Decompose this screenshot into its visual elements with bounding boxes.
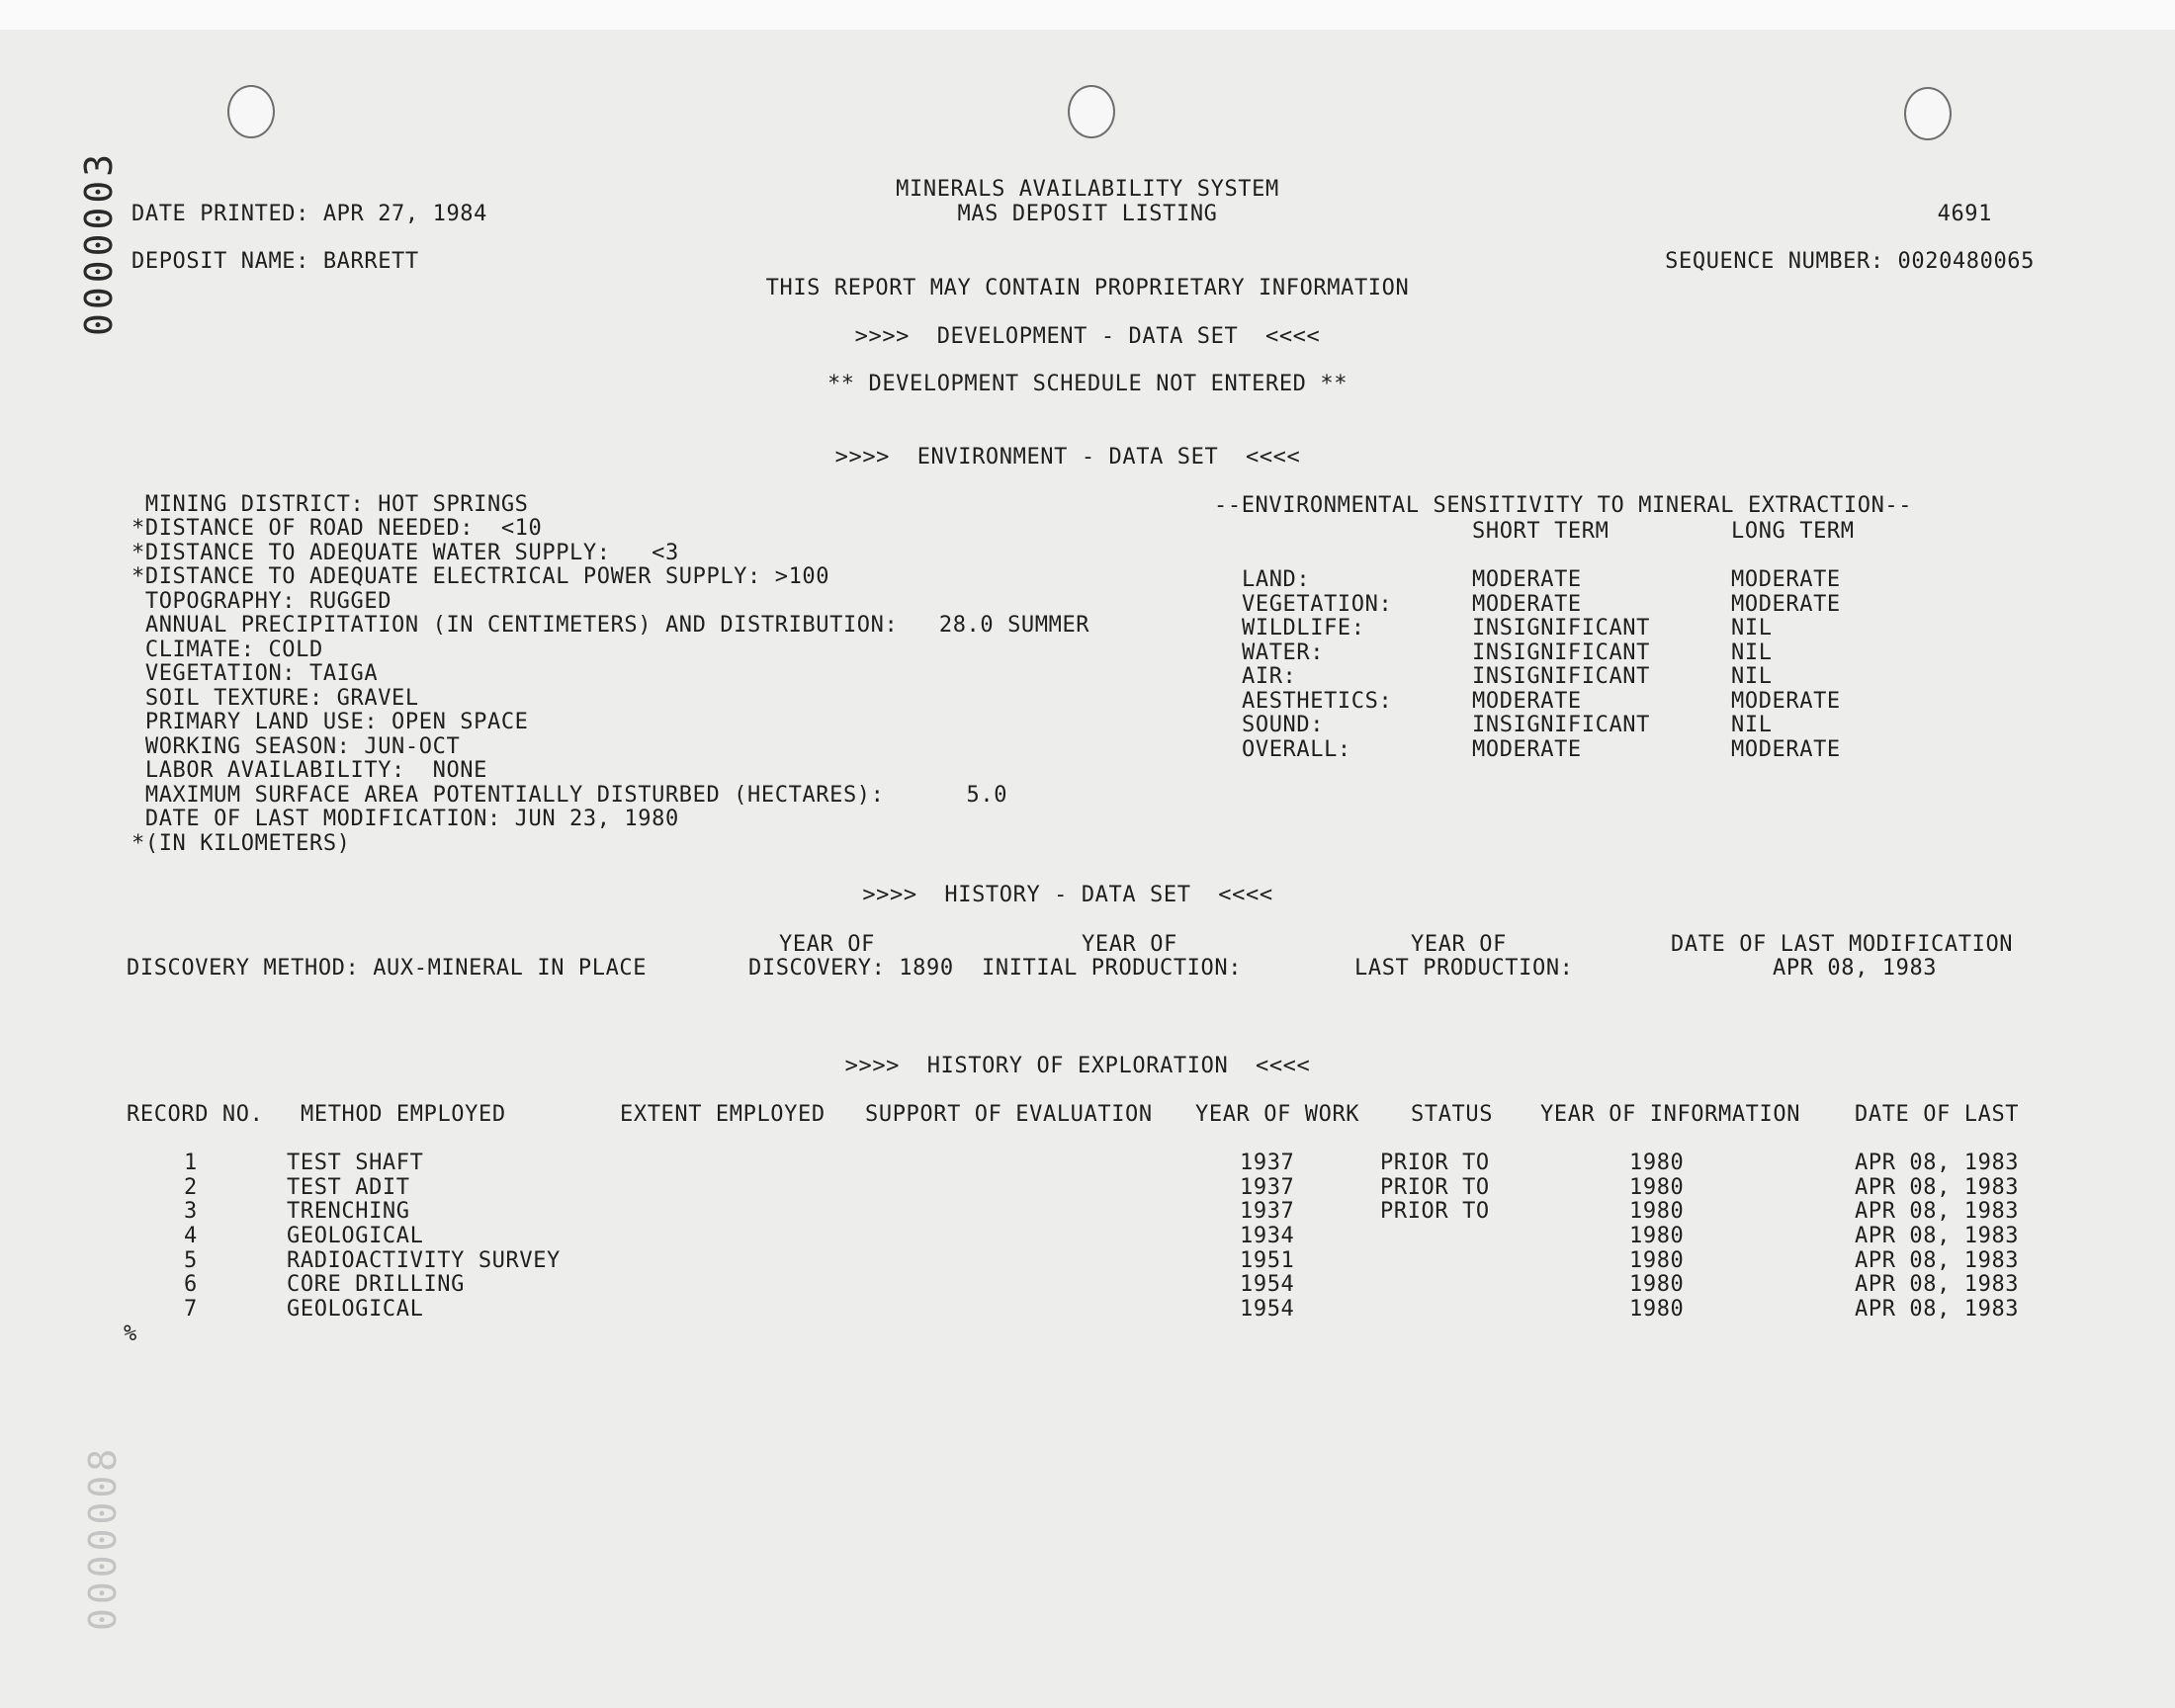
method-employed: RADIOACTIVITY SURVEY [287, 1248, 561, 1273]
year-of-work: 1934 [1240, 1224, 1295, 1248]
column-header: METHOD EMPLOYED [301, 1102, 506, 1127]
sensitivity-long: NIL [1731, 616, 1773, 640]
date-of-last: APR 08, 1983 [1855, 1224, 2020, 1248]
env-line: *DISTANCE TO ADEQUATE WATER SUPPLY: <3 [131, 541, 679, 565]
sensitivity-label: OVERALL: [1242, 737, 1351, 762]
record-no: 3 [184, 1199, 198, 1224]
env-line: VEGETATION: TAIGA [131, 661, 379, 686]
date-of-last: APR 08, 1983 [1855, 1272, 2020, 1297]
year-of-information: 1980 [1629, 1199, 1685, 1224]
long-term-header: LONG TERM [1731, 519, 1855, 544]
year-of-work: 1937 [1240, 1151, 1295, 1175]
sensitivity-label: WATER: [1242, 640, 1325, 665]
table-row [0, 1152, 2175, 1175]
punch-hole-left [227, 85, 275, 138]
env-line: *(IN KILOMETERS) [131, 831, 351, 856]
sensitivity-long: MODERATE [1731, 689, 1841, 714]
date-last-mod: APR 08, 1983 [1773, 956, 1938, 981]
status: PRIOR TO [1380, 1199, 1490, 1224]
record-no: 7 [184, 1297, 198, 1322]
year-of-information: 1980 [1629, 1224, 1685, 1248]
date-of-last: APR 08, 1983 [1855, 1175, 2020, 1200]
deposit-name: DEPOSIT NAME: BARRETT [131, 249, 419, 274]
record-no: 4 [184, 1224, 198, 1248]
column-header: YEAR OF WORK [1195, 1102, 1360, 1127]
listing-title: MAS DEPOSIT LISTING [957, 202, 1218, 226]
method-employed: TEST ADIT [287, 1175, 410, 1200]
table-row [0, 1273, 2175, 1297]
year-of-work: 1954 [1240, 1297, 1295, 1322]
year-of-label: YEAR OF [779, 932, 875, 957]
date-of-last: APR 08, 1983 [1855, 1151, 2020, 1175]
env-line: DATE OF LAST MODIFICATION: JUN 23, 1980 [131, 807, 679, 831]
year-of-work: 1951 [1240, 1248, 1295, 1273]
page-number: 4691 [1937, 202, 1992, 226]
sensitivity-short: MODERATE [1472, 737, 1582, 762]
sensitivity-long: NIL [1731, 640, 1773, 665]
sensitivity-short: INSIGNIFICANT [1472, 616, 1650, 640]
sensitivity-long: NIL [1731, 664, 1773, 689]
column-header: RECORD NO. [127, 1102, 264, 1127]
column-header: STATUS [1411, 1102, 1494, 1127]
sensitivity-label: AIR: [1242, 664, 1297, 689]
method-employed: TEST SHAFT [287, 1151, 424, 1175]
status: PRIOR TO [1380, 1151, 1490, 1175]
column-header: YEAR OF INFORMATION [1540, 1102, 1801, 1127]
date-of-last: APR 08, 1983 [1855, 1297, 2020, 1322]
date-of-last: APR 08, 1983 [1855, 1248, 2020, 1273]
sensitivity-long: NIL [1731, 713, 1773, 737]
stamp-number-faint: 0000008 [81, 1444, 125, 1631]
year-of-discovery: DISCOVERY: 1890 [748, 956, 954, 981]
env-line: WORKING SEASON: JUN-OCT [131, 734, 461, 759]
sensitivity-long: MODERATE [1731, 592, 1841, 617]
env-line: TOPOGRAPHY: RUGGED [131, 589, 392, 614]
record-no: 5 [184, 1248, 198, 1273]
table-row [0, 1176, 2175, 1200]
year-of-information: 1980 [1629, 1297, 1685, 1322]
table-row [0, 1225, 2175, 1248]
env-line: *DISTANCE TO ADEQUATE ELECTRICAL POWER SUPPLY: >100 [131, 564, 830, 589]
env-line: PRIMARY LAND USE: OPEN SPACE [131, 710, 529, 734]
sensitivity-short: INSIGNIFICANT [1472, 640, 1650, 665]
sensitivity-short: INSIGNIFICANT [1472, 664, 1650, 689]
env-line: SOIL TEXTURE: GRAVEL [131, 686, 419, 711]
table-row [0, 1298, 2175, 1322]
sensitivity-long: MODERATE [1731, 567, 1841, 592]
year-of-work: 1937 [1240, 1175, 1295, 1200]
end-mark: % [124, 1322, 137, 1346]
method-employed: CORE DRILLING [287, 1272, 465, 1297]
sensitivity-label: LAND: [1242, 567, 1311, 592]
date-of-last: APR 08, 1983 [1855, 1199, 2020, 1224]
initial-production: INITIAL PRODUCTION: [982, 956, 1243, 981]
column-header: SUPPORT OF EVALUATION [865, 1102, 1153, 1127]
history-section-title: >>>> HISTORY - DATA SET <<<< [862, 883, 1273, 907]
short-term-header: SHORT TERM [1472, 519, 1610, 544]
column-header: EXTENT EMPLOYED [620, 1102, 826, 1127]
discovery-method: DISCOVERY METHOD: AUX-MINERAL IN PLACE [127, 956, 648, 981]
sequence-number: SEQUENCE NUMBER: 0020480065 [1665, 249, 2035, 274]
env-line: LABOR AVAILABILITY: NONE [131, 758, 487, 783]
sensitivity-short: MODERATE [1472, 567, 1582, 592]
system-title: MINERALS AVAILABILITY SYSTEM [896, 177, 1279, 202]
sensitivity-short: MODERATE [1472, 592, 1582, 617]
development-note: ** DEVELOPMENT SCHEDULE NOT ENTERED ** [826, 372, 1348, 396]
column-header: DATE OF LAST [1855, 1102, 2020, 1127]
method-employed: GEOLOGICAL [287, 1297, 424, 1322]
sensitivity-label: SOUND: [1242, 713, 1325, 737]
sensitivity-short: MODERATE [1472, 689, 1582, 714]
env-line: CLIMATE: COLD [131, 638, 323, 662]
method-employed: TRENCHING [287, 1199, 410, 1224]
development-section-title: >>>> DEVELOPMENT - DATA SET <<<< [854, 324, 1321, 349]
paper-top-edge [0, 0, 2175, 30]
table-header-row [0, 1103, 2175, 1127]
punch-hole-center [1068, 85, 1115, 138]
sensitivity-label: VEGETATION: [1242, 592, 1393, 617]
year-of-information: 1980 [1629, 1248, 1685, 1273]
year-of-information: 1980 [1629, 1272, 1685, 1297]
year-of-information: 1980 [1629, 1151, 1685, 1175]
year-of-label: YEAR OF [1411, 932, 1507, 957]
table-row [0, 1200, 2175, 1224]
method-employed: GEOLOGICAL [287, 1224, 424, 1248]
env-line: MAXIMUM SURFACE AREA POTENTIALLY DISTURBED (HECTARES): 5.0 [131, 783, 1008, 808]
environment-section-title: >>>> ENVIRONMENT - DATA SET <<<< [834, 445, 1301, 470]
status: PRIOR TO [1380, 1175, 1490, 1200]
env-line: MINING DISTRICT: HOT SPRINGS [131, 492, 529, 517]
date-last-mod-label: DATE OF LAST MODIFICATION [1671, 932, 2014, 957]
year-of-label: YEAR OF [1082, 932, 1177, 957]
exploration-section-title: >>>> HISTORY OF EXPLORATION <<<< [844, 1054, 1311, 1078]
env-line: *DISTANCE OF ROAD NEEDED: <10 [131, 516, 543, 541]
table-row [0, 1249, 2175, 1273]
sensitivity-label: WILDLIFE: [1242, 616, 1365, 640]
date-printed: DATE PRINTED: APR 27, 1984 [131, 202, 487, 226]
year-of-work: 1954 [1240, 1272, 1295, 1297]
record-no: 2 [184, 1175, 198, 1200]
sensitivity-label: AESTHETICS: [1242, 689, 1393, 714]
proprietary-notice: THIS REPORT MAY CONTAIN PROPRIETARY INFORMATION [765, 276, 1410, 300]
last-production: LAST PRODUCTION: [1354, 956, 1574, 981]
stamp-number: 0000003 [77, 149, 121, 336]
sensitivity-long: MODERATE [1731, 737, 1841, 762]
sensitivity-title: --ENVIRONMENTAL SENSITIVITY TO MINERAL EXTRACTION-- [1214, 493, 1913, 518]
record-no: 6 [184, 1272, 198, 1297]
record-no: 1 [184, 1151, 198, 1175]
env-line: ANNUAL PRECIPITATION (IN CENTIMETERS) AND DISTRIBUTION: 28.0 SUMMER [131, 613, 1090, 638]
punch-hole-right [1904, 87, 1952, 140]
sensitivity-short: INSIGNIFICANT [1472, 713, 1650, 737]
year-of-information: 1980 [1629, 1175, 1685, 1200]
year-of-work: 1937 [1240, 1199, 1295, 1224]
